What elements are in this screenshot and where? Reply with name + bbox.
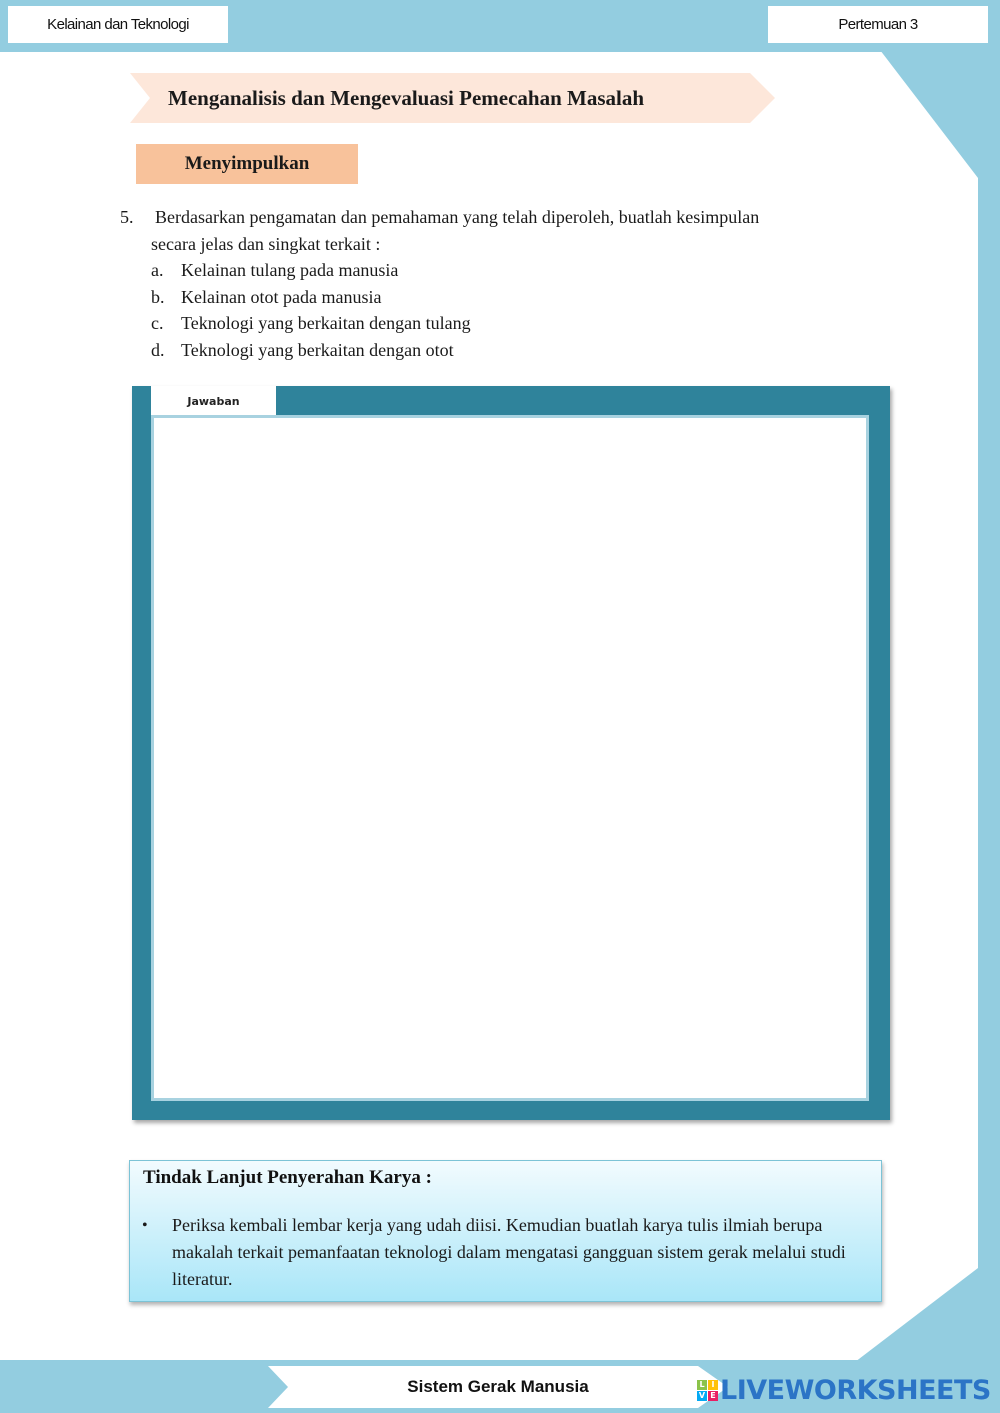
question-item-letter: d. bbox=[151, 339, 165, 360]
question-item-text: Kelainan otot pada manusia bbox=[181, 286, 382, 307]
question-item bbox=[120, 310, 860, 337]
logo-letter: L bbox=[697, 1380, 707, 1390]
followup-text: Periksa kembali lembar kerja yang udah diisi. Kemudian buatlah karya tulis ilmiah berupa makalah terkait pemanfaatan teknologi dalam mengatasi gangguan sistem gerak melalui studi literatur. bbox=[172, 1215, 846, 1289]
logo-letter: I bbox=[708, 1380, 718, 1390]
liveworksheets-wordmark: LIVEWORKSHEETS bbox=[720, 1374, 991, 1406]
answer-input-area[interactable] bbox=[151, 415, 869, 1101]
question-block bbox=[120, 204, 860, 363]
logo-letter: E bbox=[708, 1391, 718, 1401]
question-number: 5. bbox=[120, 207, 134, 227]
question-item-letter: a. bbox=[151, 260, 164, 280]
footer-label: Sistem Gerak Manusia bbox=[407, 1377, 589, 1396]
question-item-letter: b. bbox=[151, 286, 165, 307]
header-meeting-label: Pertemuan 3 bbox=[768, 6, 988, 43]
question-item bbox=[120, 337, 860, 364]
liveworksheets-logo-icon bbox=[697, 1380, 718, 1401]
followup-title: Tindak Lanjut Penyerahan Karya : bbox=[143, 1167, 432, 1188]
section-subtitle: Menyimpulkan bbox=[136, 144, 358, 184]
title-banner bbox=[130, 73, 775, 123]
followup-item bbox=[142, 1212, 862, 1293]
page-title: Menganalisis dan Mengevaluasi Pemecahan Masalah bbox=[168, 85, 645, 110]
liveworksheets-brand[interactable] bbox=[697, 1372, 991, 1408]
question-item bbox=[120, 257, 860, 284]
answer-frame bbox=[132, 386, 890, 1120]
footer-banner bbox=[268, 1366, 728, 1408]
bullet-icon: • bbox=[142, 1217, 148, 1234]
question-item bbox=[120, 284, 860, 311]
followup-box bbox=[129, 1160, 882, 1302]
question-text-line2: secara jelas dan singkat terkait : bbox=[151, 233, 381, 254]
page-frame-right bbox=[978, 0, 1000, 1413]
question-item-text: Teknologi yang berkaitan dengan tulang bbox=[181, 313, 471, 333]
question-text-line1: Berdasarkan pengamatan dan pemahaman yang telah diperoleh, buatlah kesimpulan bbox=[155, 207, 760, 227]
question-item-letter: c. bbox=[151, 313, 164, 333]
question-line bbox=[120, 204, 860, 231]
header-topic-label: Kelainan dan Teknologi bbox=[8, 6, 228, 43]
logo-letter: V bbox=[698, 1391, 706, 1400]
question-item-text: Teknologi yang berkaitan dengan otot bbox=[181, 339, 454, 360]
answer-tab-label: Jawaban bbox=[151, 386, 276, 416]
question-item-text: Kelainan tulang pada manusia bbox=[181, 260, 399, 280]
